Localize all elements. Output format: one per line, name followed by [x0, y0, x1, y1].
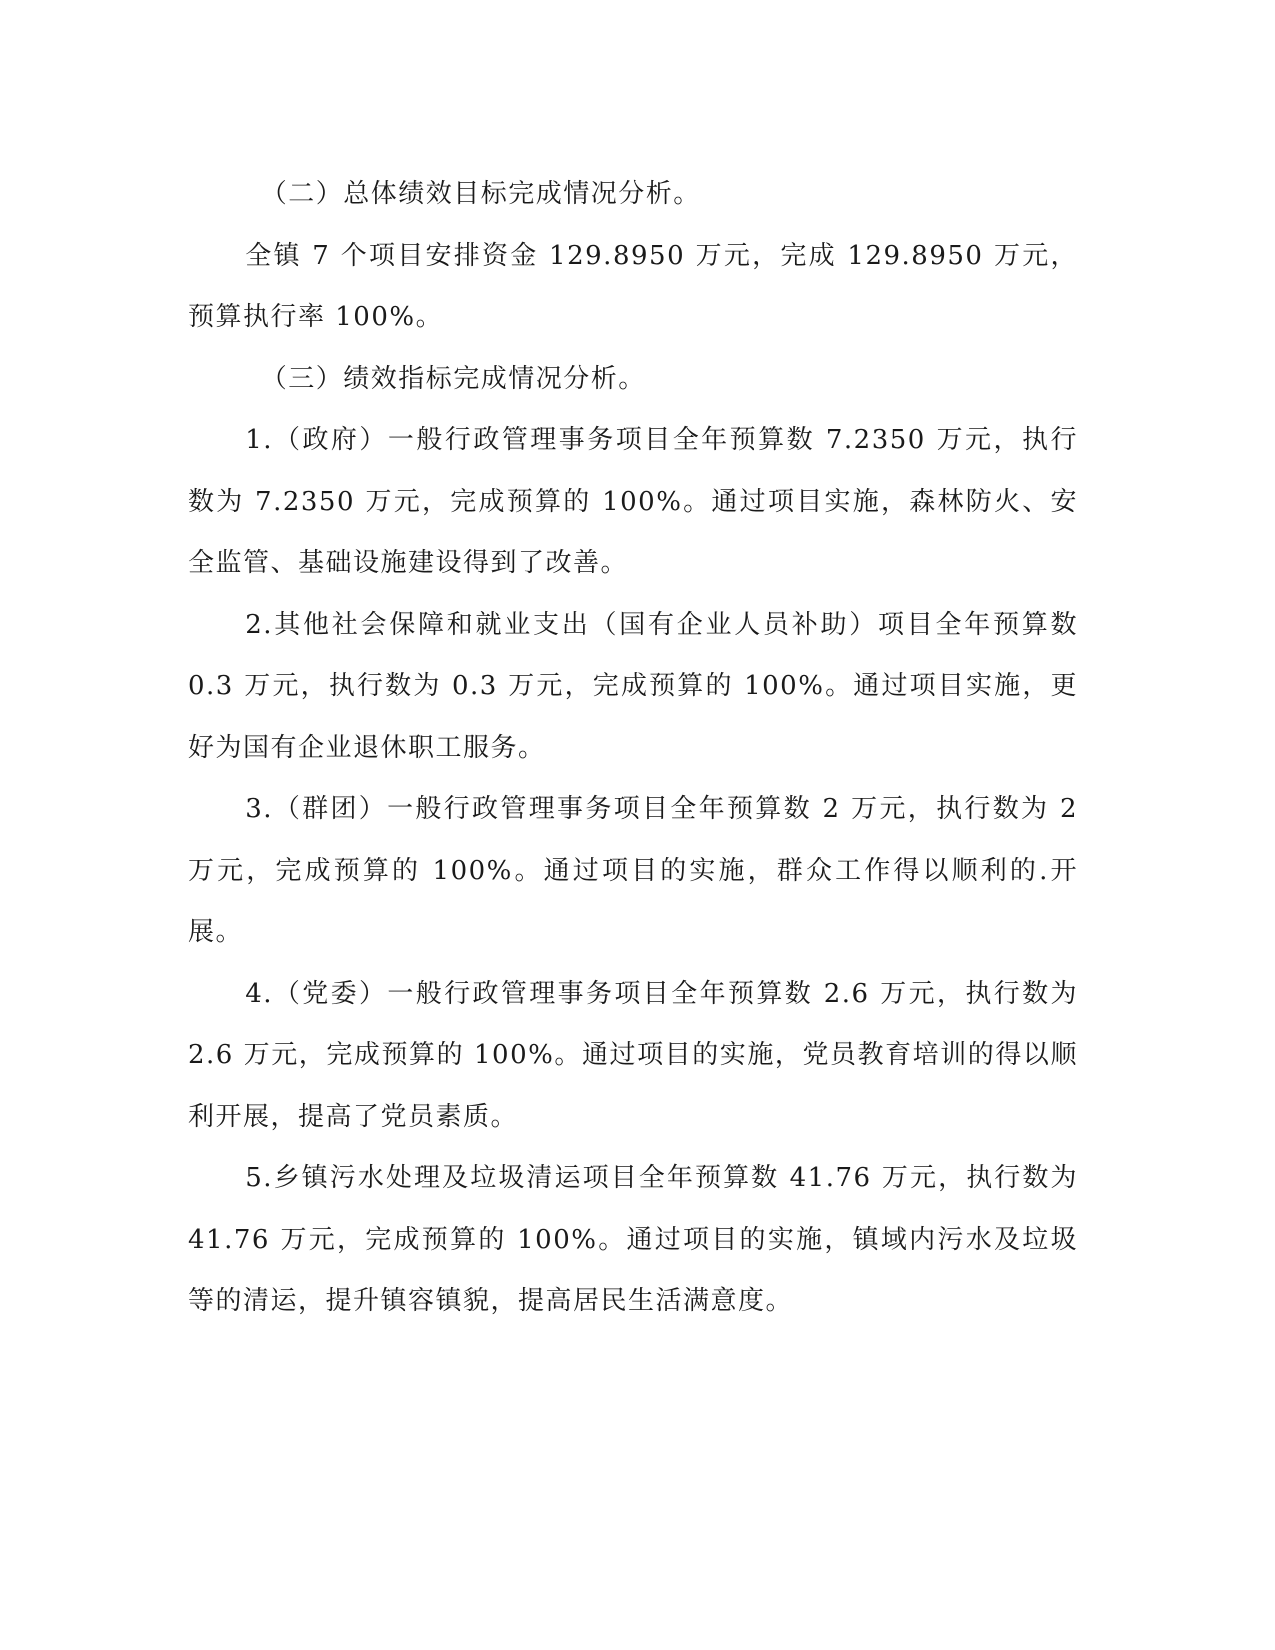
section-heading-indicators: （三）绩效指标完成情况分析。 [260, 363, 646, 394]
paragraph-item-4: 4.（党委）一般行政管理事务项目全年预算数 2.6 万元，执行数为 2.6 万元，完成预算的 100%。通过项目的实施，党员教育培训的得以顺利开展，提高了党员素质。 [188, 978, 1078, 1132]
paragraph-overall-budget: 全镇 7 个项目安排资金 129.8950 万元，完成 129.8950 万元，预算执行率 100%。 [188, 240, 1078, 332]
paragraph-item-1: 1.（政府）一般行政管理事务项目全年预算数 7.2350 万元，执行数为 7.2350 万元，完成预算的 100%。通过项目实施，森林防火、安全监管、基础设施建设得到了改善。 [188, 425, 1078, 578]
document-body [188, 164, 1078, 1333]
paragraph-item-3: 3.（群团）一般行政管理事务项目全年预算数 2 万元，执行数为 2 万元，完成预算的 100%。通过项目的实施，群众工作得以顺利的.开展。 [188, 794, 1078, 947]
paragraph-item-2: 2.其他社会保障和就业支出（国有企业人员补助）项目全年预算数 0.3 万元，执行数为 0.3 万元，完成预算的 100%。通过项目实施，更好为国有企业退休职工服务。 [188, 609, 1078, 763]
paragraph-item-5: 5.乡镇污水处理及垃圾清运项目全年预算数 41.76 万元，执行数为 41.76 万元，完成预算的 100%。通过项目的实施，镇域内污水及垃圾等的清运，提升镇容镇貌，提高居民生活满意度。 [188, 1163, 1078, 1316]
section-heading-overall-goal: （二）总体绩效目标完成情况分析。 [260, 179, 701, 209]
